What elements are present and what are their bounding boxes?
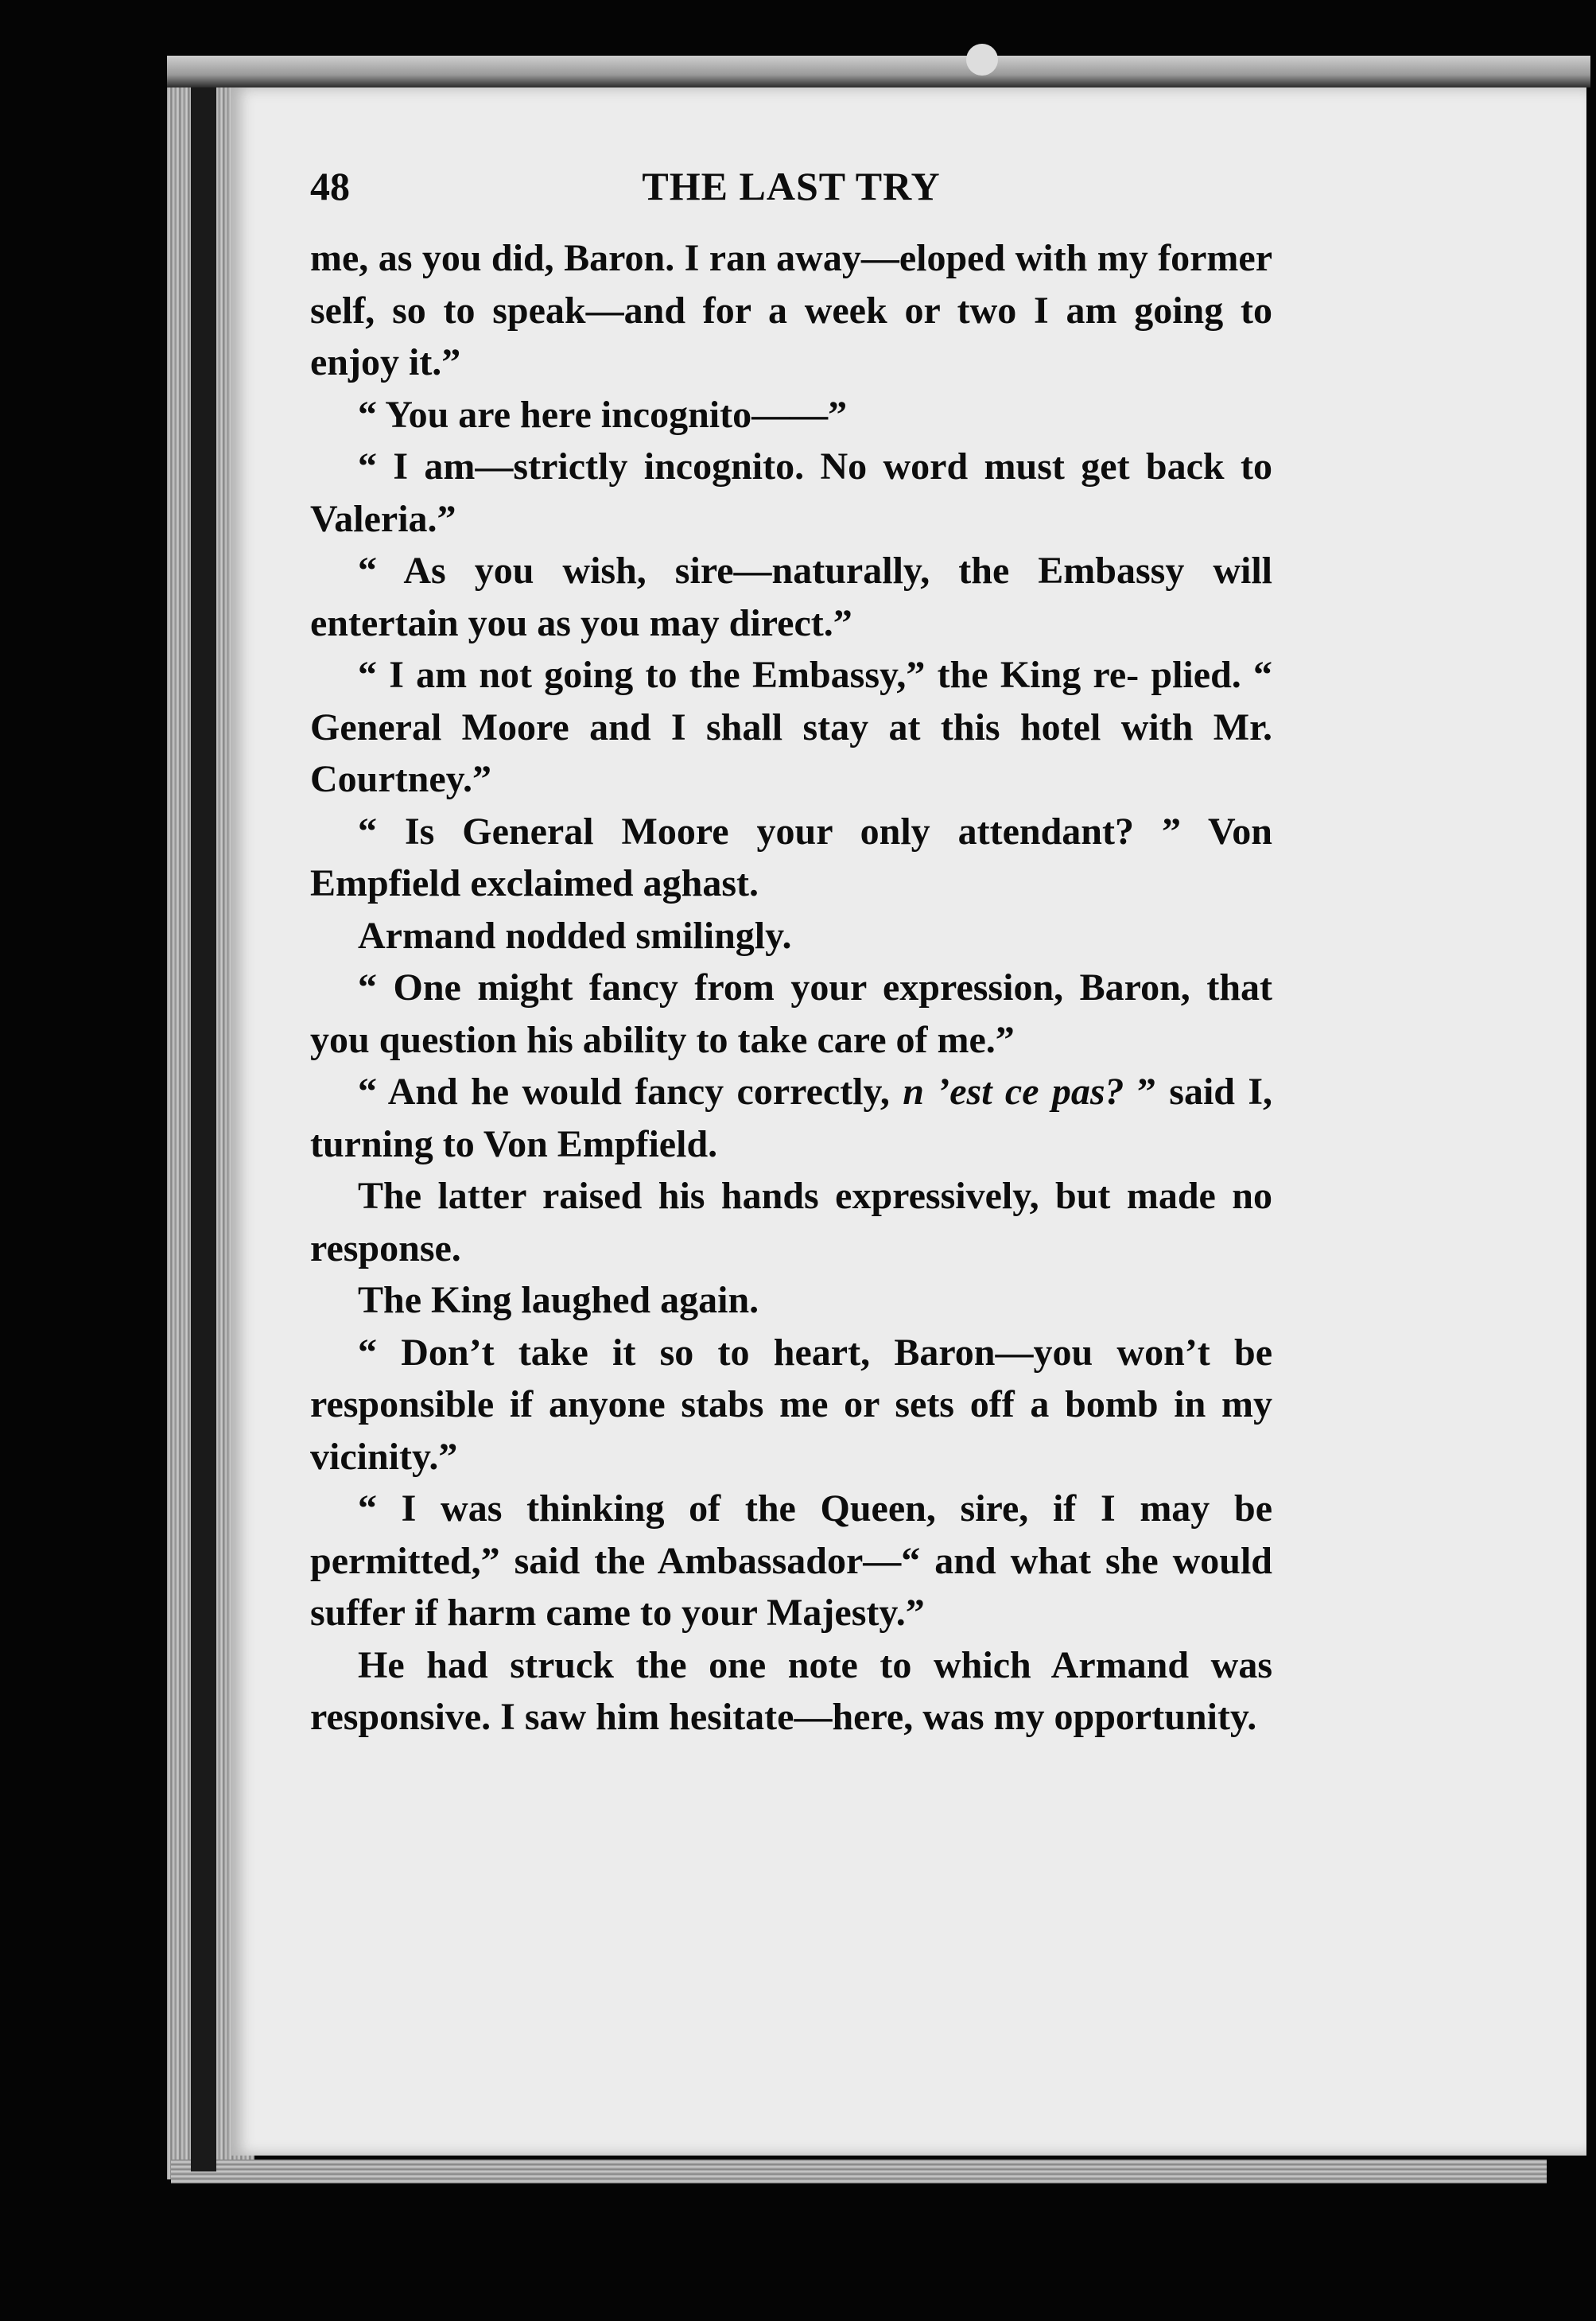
book-top-edge [167, 56, 1590, 87]
running-title: THE LAST TRY [642, 164, 941, 208]
book-bottom-edge [171, 2160, 1547, 2183]
scan-speck [966, 44, 998, 76]
paragraph: “ One might fancy from your expression, Baron, that you question his ability to take care of me.” [310, 966, 1272, 1061]
paragraph: “ Don’t take it so to heart, Baron—you won’t be responsible if anyone stabs me or sets off a bomb in my vicinity.” [310, 1331, 1272, 1478]
paragraph: Armand nodded smilingly. [358, 914, 792, 957]
italic-phrase: n ’est ce pas? [903, 1071, 1124, 1113]
paragraph: The King laughed again. [358, 1279, 759, 1321]
page-body [310, 232, 1272, 1744]
paragraph: “ I am not going to the Embassy,” the King re- plied. “ General Moore and I shall stay at this hotel with Mr. Courtney.” [310, 654, 1272, 800]
paragraph: “ I was thinking of the Queen, sire, if I may be permitted,” said the Ambassador—“ and what she would suffer if harm came to your Majesty.” [310, 1487, 1272, 1634]
paragraph: He had struck the one note to which Armand was responsive. I saw him hesitate—here, was my opportunity. [310, 1643, 1272, 1738]
page-header [310, 163, 1272, 211]
paragraph: “ I am—strictly incognito. No word must get back to Valeria.” [310, 445, 1272, 540]
paragraph: The latter raised his hands expressively, but made no response. [310, 1175, 1272, 1269]
page-number: 48 [310, 164, 350, 208]
paragraph-text-before: “ And he would fancy correctly, [358, 1071, 903, 1113]
paragraph-with-italic [310, 1066, 1272, 1170]
paragraph: me, as you did, Baron. I ran away—eloped with my former self, so to speak—and for a week or two I am going to enjoy it.” [310, 237, 1272, 383]
paragraph: “ Is General Moore your only attendant? ” Von Empfield exclaimed aghast. [310, 810, 1272, 904]
book-gutter-shadow [191, 87, 216, 2171]
paragraph: “ As you wish, sire—naturally, the Embassy will entertain you as you may direct.” [310, 550, 1272, 644]
paragraph-text-after: ” said I, turning to Von Empfield. [310, 1071, 1273, 1165]
paragraph: “ You are here incognito——” [358, 393, 848, 436]
